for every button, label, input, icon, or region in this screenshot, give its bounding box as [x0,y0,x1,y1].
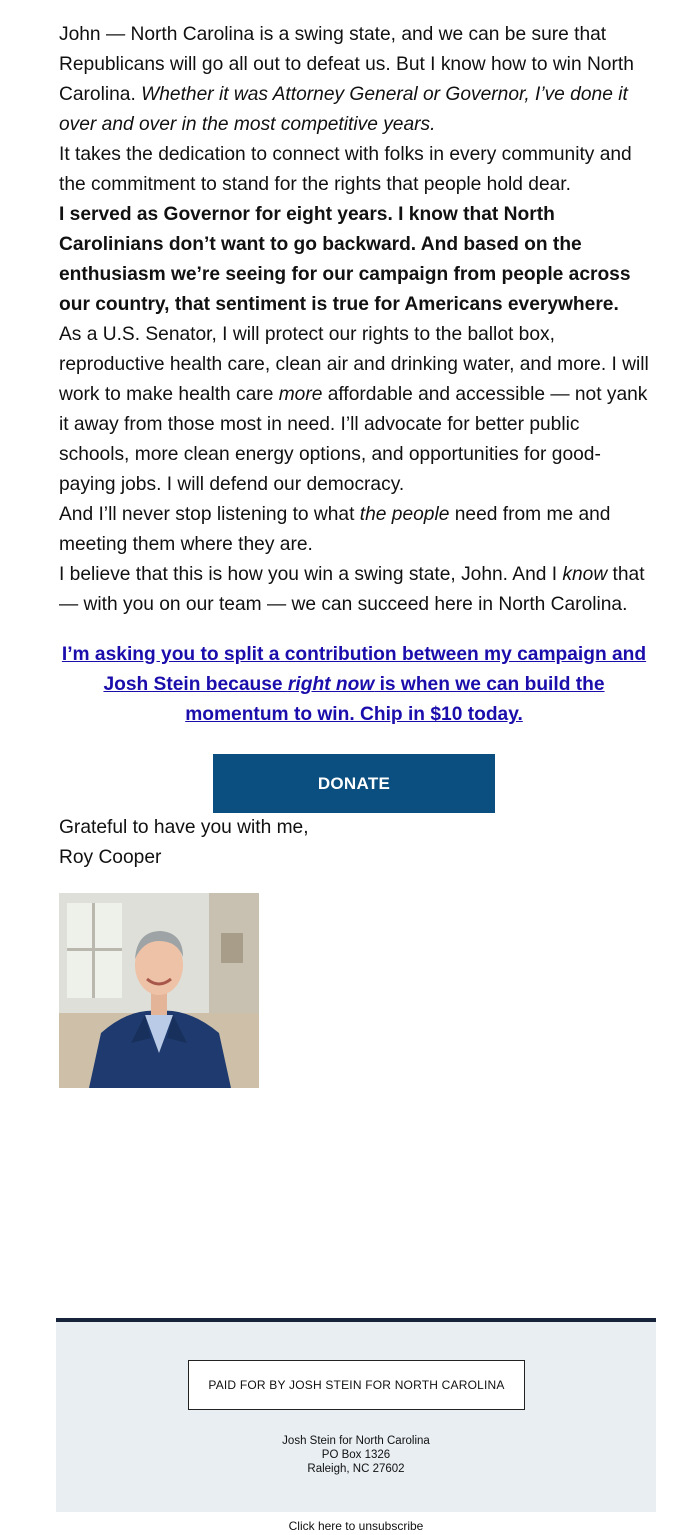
paragraph-1-text: John — North Carolina is a swing state, and we can be sure that Republicans will go all out to defeat us. But I know how to win North Carolina. [59,24,634,105]
paragraph-6-text-b: that — with you on our team — we can succeed here in North Carolina. [59,564,645,615]
paragraph-4 [59,320,649,500]
paragraph-4-text-b: affordable and accessible — not yank it away from those most in need. I’ll advocate for better public schools, more clean energy options, and opportunities for good-paying jobs. I will defend our democracy. [59,384,648,495]
paragraph-5-italic: the people [359,504,450,525]
cta-paragraph [59,640,649,730]
paragraph-5 [59,500,649,560]
paragraph-3-bold: I served as Governor for eight years. I know that North Carolinians don’t want to go backward. And based on the enthusiasm we’re seeing for our campaign from people across our country, that sentiment is true for Americans everywhere. [59,204,631,315]
email-body [59,20,649,1088]
paragraph-5-text-a: And I’ll never stop listening to what [59,504,360,525]
paid-for-box: PAID FOR BY JOSH STEIN FOR NORTH CAROLINA [188,1360,525,1410]
portrait-illustration [59,893,259,1088]
donate-button[interactable]: DONATE [213,754,495,813]
footer-org: Josh Stein for North Carolina [282,1435,430,1447]
unsubscribe-link[interactable]: Click here to unsubscribe [288,1519,424,1533]
cta-link-italic[interactable]: right now [287,674,375,695]
paragraph-6-italic: know [562,564,608,585]
paragraph-1-italic: Whether it was Attorney General or Governor, I’ve done it over and over in the most competitive years. [59,84,628,135]
cta-link-text-a[interactable]: I’m asking you to split a contribution between my campaign and Josh Stein because [61,644,647,695]
cta-link-text-b[interactable]: is when we can build the momentum to win. Chip in $10 today. [185,674,605,725]
paragraph-6-text-a: I believe that this is how you win a swing state, John. And I [59,564,563,585]
donate-container [59,754,649,813]
paragraph-6 [59,560,649,620]
paragraph-1 [59,20,649,140]
footer-city: Raleigh, NC 27602 [307,1463,405,1475]
paragraph-5-text-b: need from me and meeting them where they are. [59,504,611,555]
footer-address [56,1434,656,1476]
footer-po-box: PO Box 1326 [321,1449,391,1461]
portrait-photo [59,893,259,1088]
footer [56,1318,656,1512]
paragraph-4-text-a: As a U.S. Senator, I will protect our rights to the ballot box, reproductive health care, clean air and drinking water, and more. I will work to make health care [59,324,649,405]
signature: Roy Cooper [59,847,162,868]
closing-line: Grateful to have you with me, [59,817,309,838]
paragraph-2: It takes the dedication to connect with folks in every community and the commitment to stand for the rights that people hold dear. [59,144,632,195]
cta-link[interactable] [62,644,646,725]
paragraph-4-italic: more [278,384,323,405]
